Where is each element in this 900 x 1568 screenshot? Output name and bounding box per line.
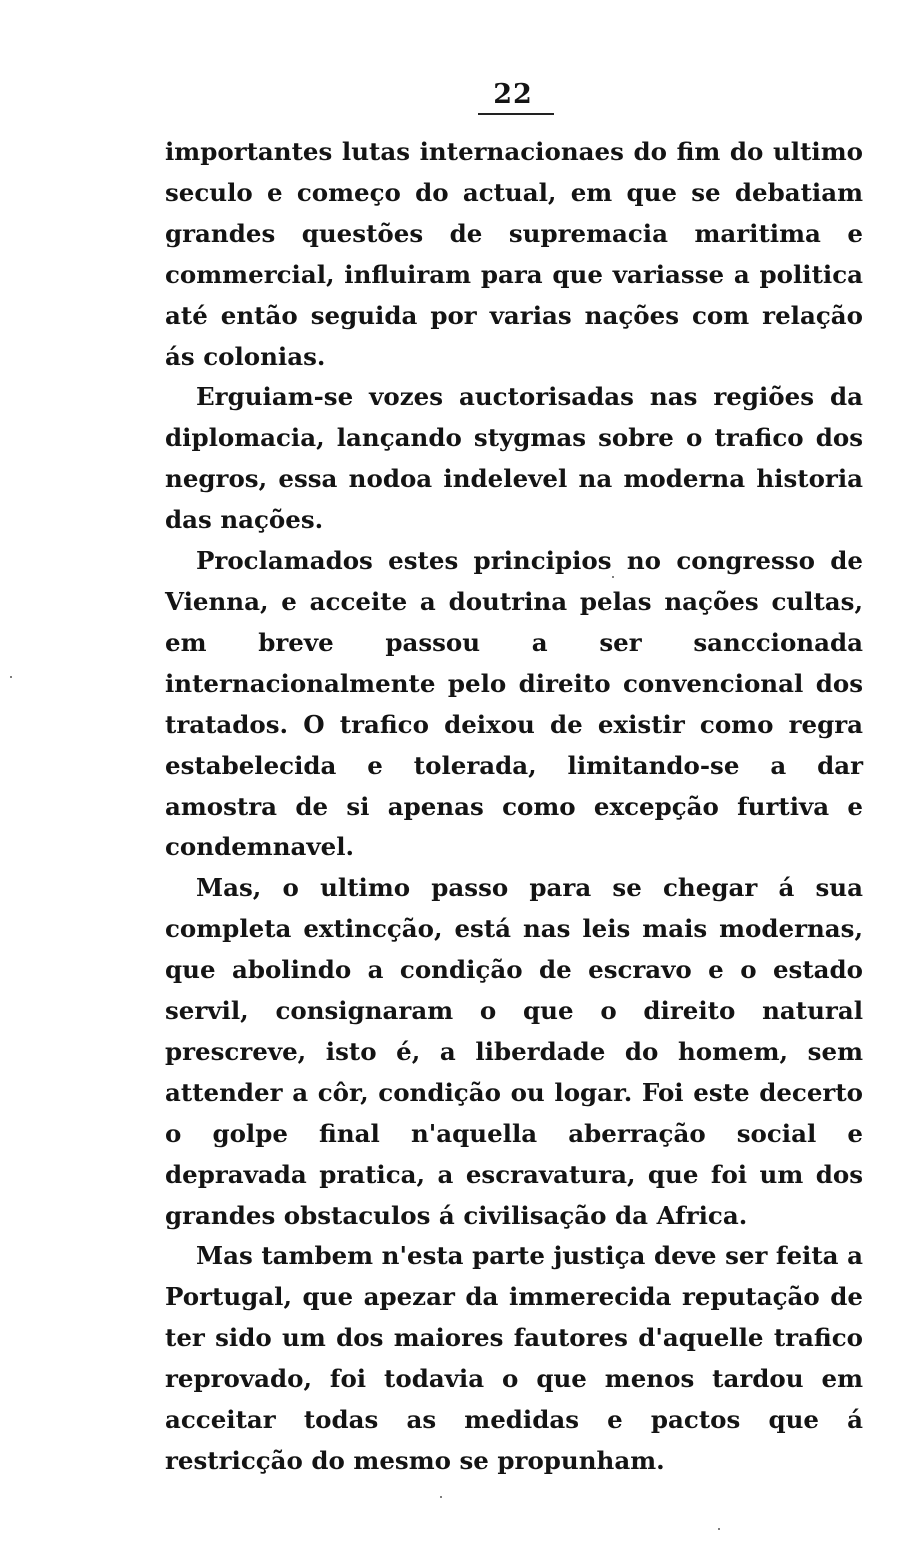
paper-speck bbox=[612, 576, 614, 578]
paper-speck bbox=[718, 1528, 720, 1530]
page-number-underline bbox=[478, 113, 554, 115]
body-text bbox=[165, 132, 863, 1482]
paragraph-3: Proclamados estes principios no congresso de Vienna, e acceite a doutrina pelas nações cultas, em breve passou a ser sanccionada internacionalmente pelo direito convencional dos tratados. O trafico deixou de existir como regra estabelecida e tolerada, limitando-se a dar amostra de si apenas como excepção furtiva e condemnavel. bbox=[165, 546, 863, 862]
page-number: 22 bbox=[493, 79, 533, 110]
paragraph-2: Erguiam-se vozes auctorisadas nas regiões da diplomacia, lançando stygmas sobre o trafico dos negros, essa nodoa indelevel na moderna historia das nações. bbox=[165, 382, 863, 535]
paper-speck bbox=[440, 1496, 442, 1498]
paper-speck bbox=[10, 676, 12, 678]
paragraph-4: Mas, o ultimo passo para se chegar á sua completa extincção, está nas leis mais modernas, que abolindo a condição de escravo e o estado servil, consignaram o que o direito natural prescreve, isto é, a liberdade do homem, sem attender a côr, condição ou logar. Foi este decerto o golpe final n'aquella aberração social e depravada pratica, a escravatura, que foi um dos grandes obstaculos á civilisação da Africa. bbox=[165, 873, 863, 1230]
paragraph-5: Mas tambem n'esta parte justiça deve ser feita a Portugal, que apezar da immerecida reputação de ter sido um dos maiores fautores d'aquelle trafico reprovado, foi todavia o que menos tardou em acceitar todas as medidas e pactos que á restricção do mesmo se propunham. bbox=[165, 1241, 863, 1475]
paragraph-1: importantes lutas internacionaes do fim do ultimo seculo e começo do actual, em que se debatiam grandes questões de supremacia maritima e commercial, influiram para que variasse a politica até então seguida por varias nações com relação ás colonias. bbox=[165, 137, 863, 371]
